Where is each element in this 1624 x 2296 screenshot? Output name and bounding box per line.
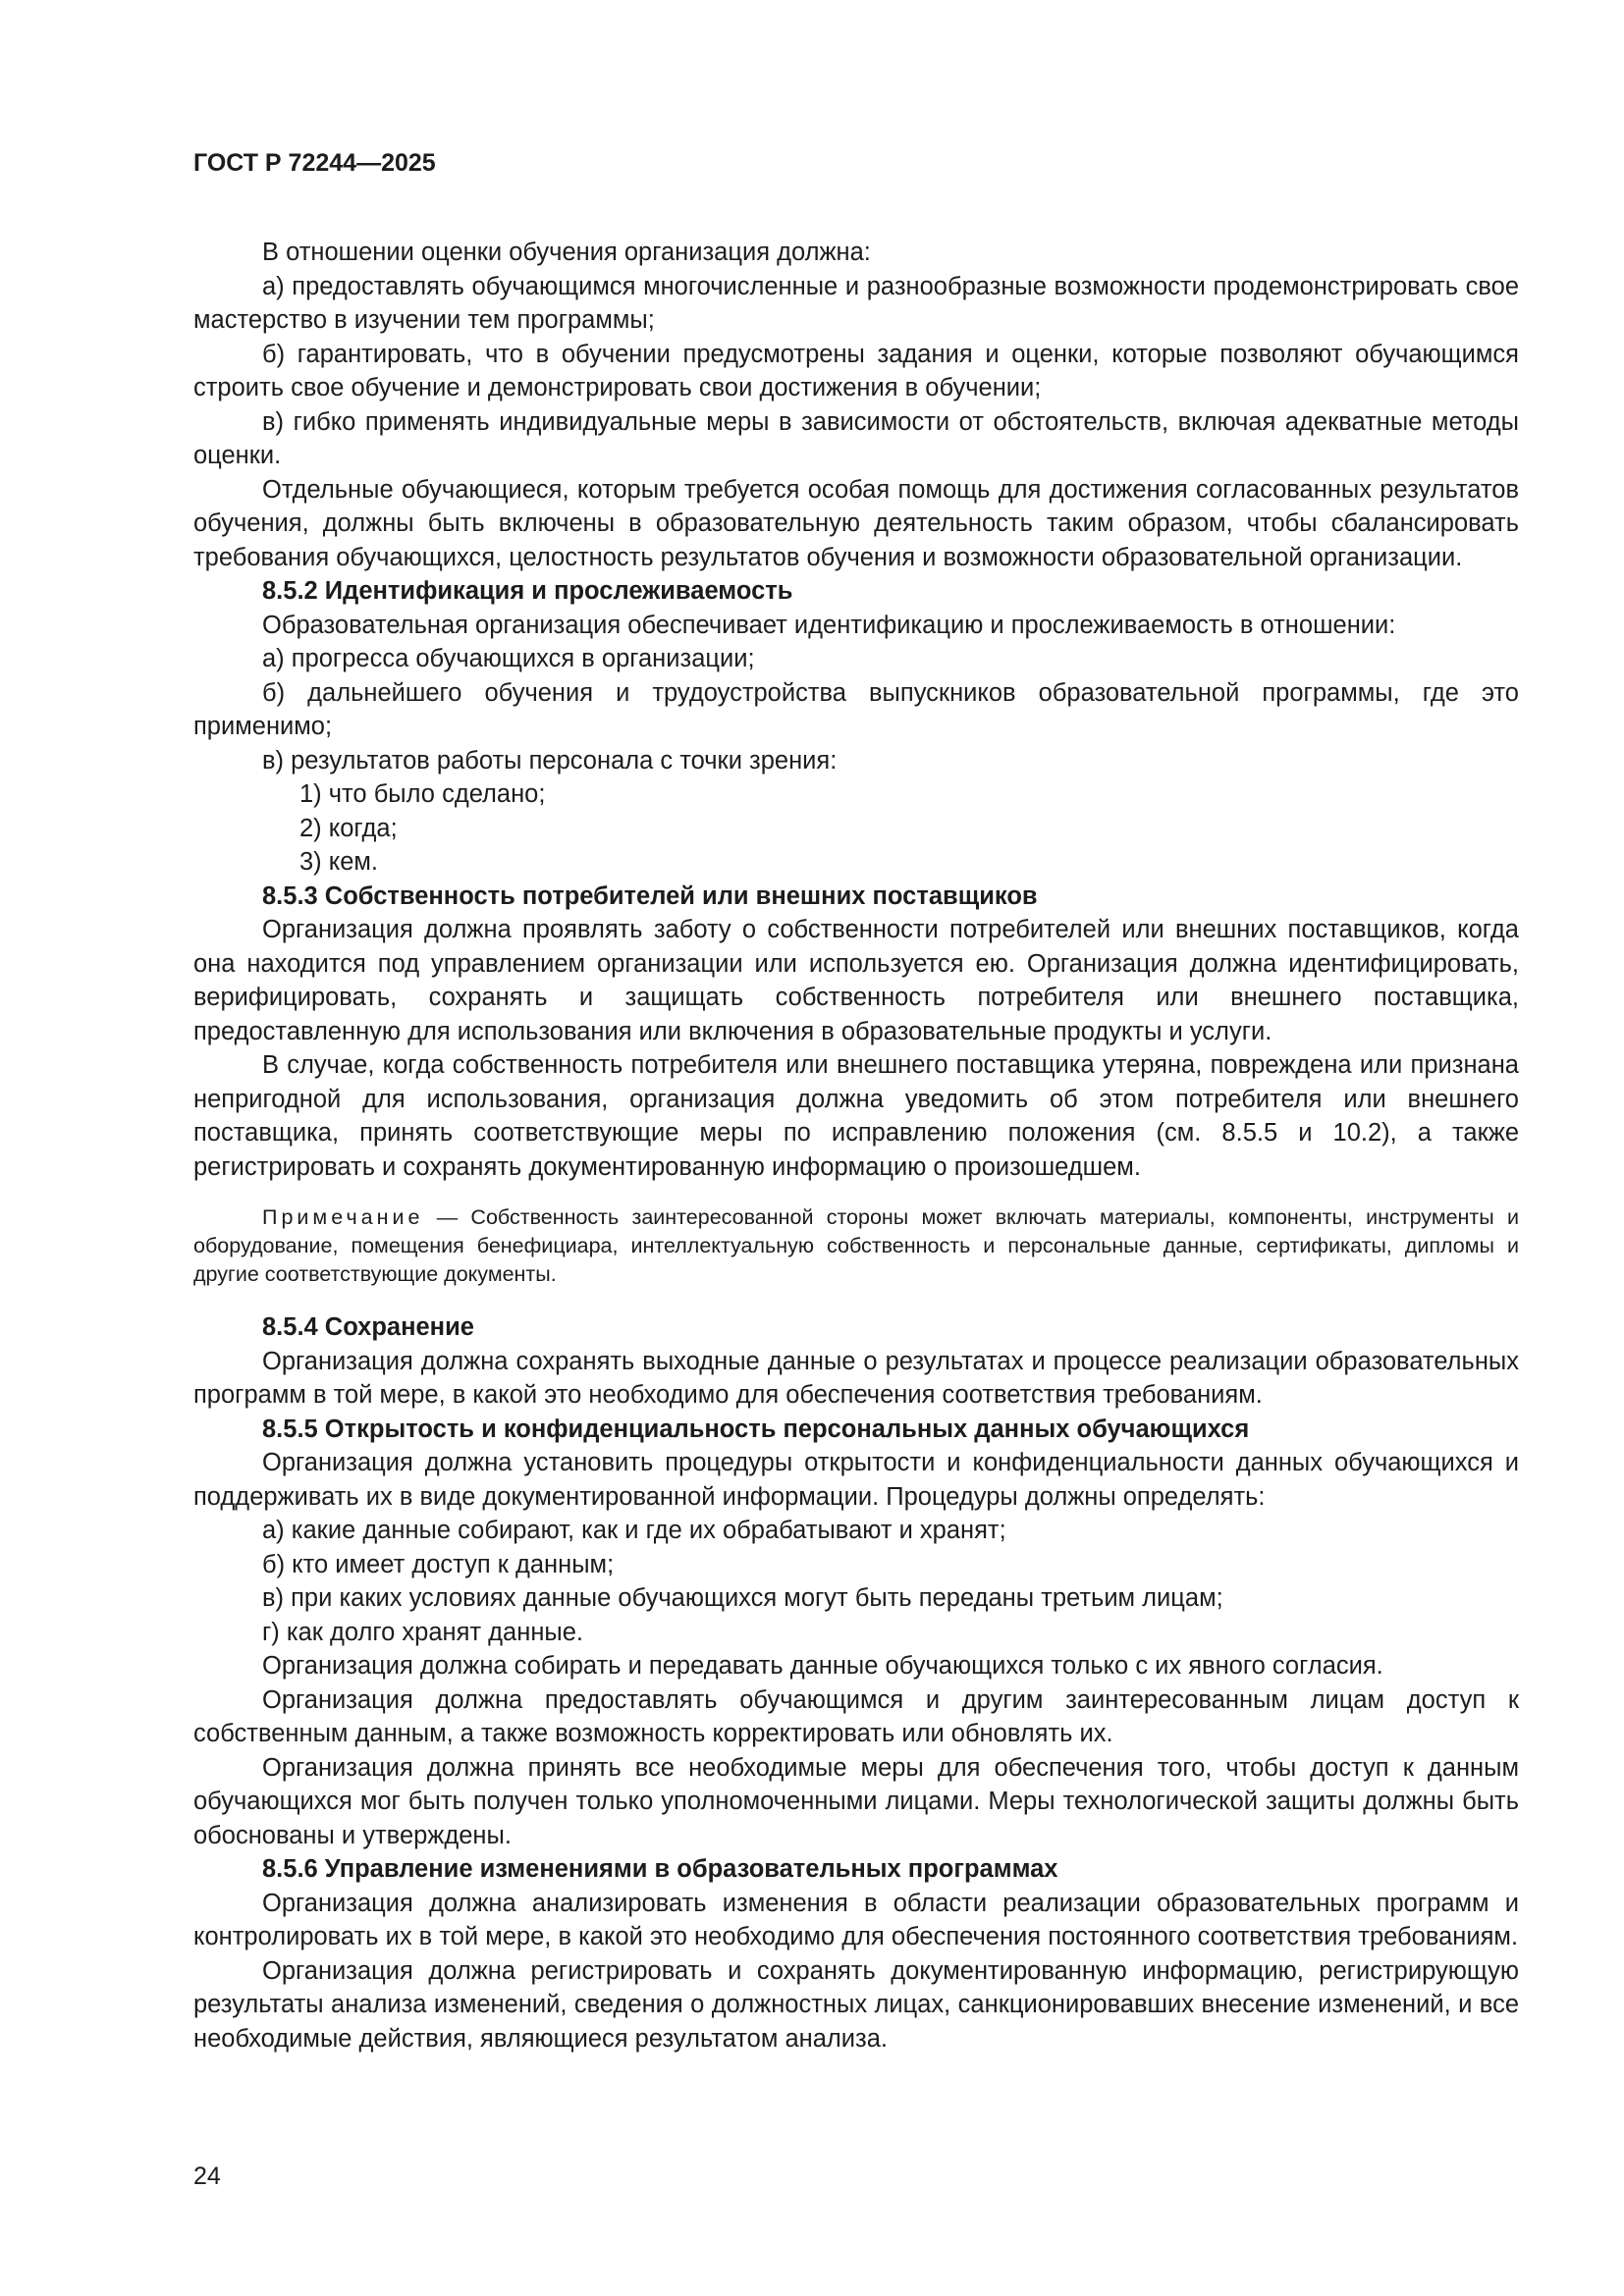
list-item: а) какие данные собирают, как и где их обрабатывают и хранят; — [262, 1517, 1006, 1544]
page-number: 24 — [193, 2163, 221, 2190]
list-item: а) прогресса обучающихся в организации; — [262, 645, 755, 672]
sub-list-item: 1) что было сделано; — [299, 780, 546, 808]
paragraph: Организация должна предоставлять обучающимся и другим заинтересованным лицам доступ к собственным данным, а также возможность корректировать или обновлять их. — [193, 1685, 1519, 1747]
note-label: Примечание — [262, 1205, 424, 1229]
list-item: в) гибко применять индивидуальные меры в зависимости от обстоятельств, включая адекватные методы оценки. — [193, 407, 1519, 469]
list-item: г) как долго хранят данные. — [262, 1618, 583, 1646]
paragraph: Образовательная организация обеспечивает идентификацию и прослеживаемость в отношении: — [262, 611, 1396, 639]
list-item: б) дальнейшего обучения и трудоустройства выпускников образовательной программы, где это применимо; — [193, 678, 1519, 740]
note — [193, 1203, 1519, 1289]
paragraph: В отношении оценки обучения организация должна: — [262, 239, 871, 266]
paragraph: Организация должна проявлять заботу о собственности потребителей или внешних поставщиков, когда она находится под управлением организации или используется ею. Организация должна идентифицировать, верифицировать, сохранять и защищать собственность потребителя или внешнего поставщика, предоставленную для использования или включения в образовательные продукты и услуги. — [193, 916, 1519, 1045]
paragraph: В случае, когда собственность потребителя или внешнего поставщика утеряна, повреждена или признана непригодной для использования, организация должна уведомить об этом потребителя или внешнего поставщика, принять соответствующие меры по исправлению положения (см. 8.5.5 и 10.2), а также регистрировать и сохранять документированную информацию о произошедшем. — [193, 1051, 1519, 1181]
list-item: в) при каких условиях данные обучающихся могут быть переданы третьим лицам; — [262, 1584, 1223, 1612]
paragraph: Организация должна собирать и передавать данные обучающихся только с их явного согласия. — [262, 1652, 1383, 1680]
section-heading-8-5-6: 8.5.6 Управление изменениями в образовательных программах — [262, 1855, 1058, 1883]
section-heading-8-5-2: 8.5.2 Идентификация и прослеживаемость — [262, 577, 793, 605]
paragraph: Отдельные обучающиеся, которым требуется особая помощь для достижения согласованных результатов обучения, должны быть включены в образовательную деятельность таким образом, чтобы сбалансировать требования обучающихся, целостность результатов обучения и возможности образовательной организации. — [193, 475, 1519, 571]
section-heading-8-5-3: 8.5.3 Собственность потребителей или внешних поставщиков — [262, 881, 1038, 910]
document-page — [193, 147, 1519, 2190]
list-item: в) результатов работы персонала с точки зрения: — [262, 746, 838, 774]
document-id-header: ГОСТ Р 72244—2025 — [193, 149, 436, 177]
section-heading-8-5-4: 8.5.4 Сохранение — [262, 1313, 474, 1341]
sub-list-item: 2) когда; — [299, 814, 398, 842]
paragraph: Организация должна анализировать изменения в области реализации образовательных программ и контролировать их в той мере, в какой это необходимо для обеспечения постоянного соответствия требованиям. — [193, 1889, 1519, 1950]
list-item: б) гарантировать, что в обучении предусмотрены задания и оценки, которые позволяют обучающимся строить свое обучение и демонстрировать свои достижения в обучении; — [193, 340, 1519, 401]
paragraph: Организация должна сохранять выходные данные о результатах и процессе реализации образовательных программ в той мере, в какой это необходимо для обеспечения соответствия требованиям. — [193, 1347, 1519, 1409]
paragraph: Организация должна регистрировать и сохранять документированную информацию, регистрирующую результаты анализа изменений, сведения о должностных лицах, санкционировавших внесение изменений, и все необходимые действия, являющиеся результатом анализа. — [193, 1956, 1519, 2053]
note-text: — Собственность заинтересованной стороны может включать материалы, компоненты, инструменты и оборудование, помещения бенефициара, интеллектуальную собственность и персональные данные, сертификаты, дипломы и другие соответствующие документы. — [193, 1205, 1519, 1286]
list-item: б) кто имеет доступ к данным; — [262, 1550, 615, 1578]
section-heading-8-5-5: 8.5.5 Открытость и конфиденциальность персональных данных обучающихся — [262, 1415, 1250, 1443]
list-item: а) предоставлять обучающимся многочисленные и разнообразные возможности продемонстрировать свое мастерство в изучении тем программы; — [193, 272, 1519, 334]
paragraph: Организация должна установить процедуры открытости и конфиденциальности данных обучающихся и поддерживать их в виде документированной информации. Процедуры должны определять: — [193, 1449, 1519, 1511]
paragraph: Организация должна принять все необходимые меры для обеспечения того, чтобы доступ к данным обучающихся мог быть получен только уполномоченными лицами. Меры технологической защиты должны быть обоснованы и утверждены. — [193, 1753, 1519, 1849]
sub-list-item: 3) кем. — [299, 848, 378, 876]
